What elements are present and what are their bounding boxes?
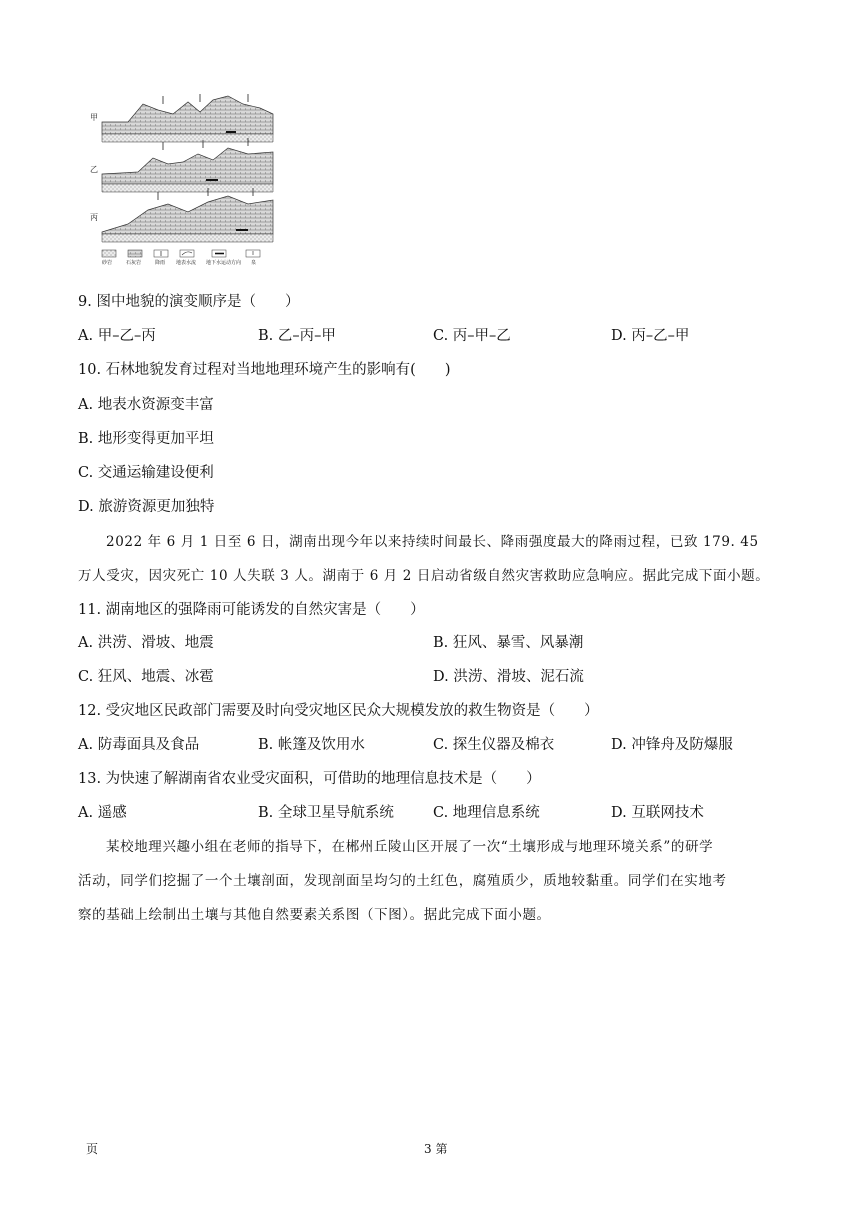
q10-option-a[interactable]: A. 地表水资源变丰富 [78, 397, 214, 413]
row-label-yi: 乙 [90, 165, 98, 174]
q9-stem: 9. 图中地貌的演变顺序是（ ） [78, 294, 300, 310]
q13-stem: 13. 为快速了解湖南省农业受灾面积，可借助的地理信息技术是（ ） [78, 771, 541, 787]
legend-limestone: 石灰岩 [126, 260, 142, 266]
q9-option-a[interactable]: A. 甲–乙–丙 [78, 328, 156, 344]
q13-option-d[interactable]: D. 互联网技术 [611, 805, 704, 821]
karst-evolution-figure [88, 92, 278, 270]
passage2-line1: 某校地理兴趣小组在老师的指导下，在郴州丘陵山区开展了一次“土壤形成与地理环境关系”的研学 [106, 839, 714, 855]
q12-option-b[interactable]: B. 帐篷及饮用水 [258, 737, 365, 753]
q12-option-d[interactable]: D. 冲锋舟及防爆服 [611, 737, 733, 753]
passage1-line1: 2022 年 6 月 1 日至 6 日，湖南出现今年以来持续时间最长、降雨强度最大的降雨过程，已致 179. 45 [106, 534, 759, 550]
footer-left: 页 [86, 1142, 99, 1156]
legend-groundwater: 地下水运动方向 [206, 260, 242, 266]
page-number: 3 第 [424, 1142, 448, 1156]
legend-rain: 降雨 [155, 260, 166, 266]
passage2-line2: 活动，同学们挖掘了一个土壤剖面，发现剖面呈均匀的土红色，腐殖质少，质地较黏重。同学们在实地考 [78, 873, 727, 889]
legend-sandstone: 砂岩 [102, 260, 113, 266]
q9-option-b[interactable]: B. 乙–丙–甲 [258, 328, 336, 344]
row-label-bing: 丙 [90, 213, 98, 222]
q12-option-c[interactable]: C. 探生仪器及棉衣 [433, 737, 555, 753]
q13-option-a[interactable]: A. 遥感 [78, 805, 127, 821]
q10-stem: 10. 石林地貌发育过程对当地地理环境产生的影响有( ) [78, 362, 451, 378]
karst-diagram [88, 92, 278, 270]
q9-option-c[interactable]: C. 丙–甲–乙 [433, 328, 511, 344]
q10-option-b[interactable]: B. 地形变得更加平坦 [78, 431, 214, 447]
q9-option-d[interactable]: D. 丙–乙–甲 [611, 328, 690, 344]
q11-option-b[interactable]: B. 狂风、暴雪、风暴潮 [433, 635, 584, 651]
q13-option-c[interactable]: C. 地理信息系统 [433, 805, 540, 821]
q12-stem: 12. 受灾地区民政部门需要及时向受灾地区民众大规模发放的救生物资是（ ） [78, 703, 599, 719]
q13-option-b[interactable]: B. 全球卫星导航系统 [258, 805, 394, 821]
q11-stem: 11. 湖南地区的强降雨可能诱发的自然灾害是（ ） [78, 602, 425, 618]
q10-option-c[interactable]: C. 交通运输建设便利 [78, 465, 214, 481]
q11-option-c[interactable]: C. 狂风、地震、冰雹 [78, 669, 214, 685]
legend-spring: 泉 [251, 260, 257, 266]
row-label-jia: 甲 [90, 113, 98, 122]
legend-surface-flow: 地表水流 [176, 260, 197, 266]
q11-option-d[interactable]: D. 洪涝、滑坡、泥石流 [433, 669, 584, 685]
passage2-line3: 察的基础上绘制出土壤与其他自然要素关系图（下图）。据此完成下面小题。 [78, 907, 551, 923]
q10-option-d[interactable]: D. 旅游资源更加独特 [78, 499, 215, 515]
q11-option-a[interactable]: A. 洪涝、滑坡、地震 [78, 635, 214, 651]
q12-option-a[interactable]: A. 防毒面具及食品 [78, 737, 200, 753]
passage1-line2: 万人受灾，因灾死亡 10 人失联 3 人。湖南于 6 月 2 日启动省级自然灾害救助应急响应。据此完成下面小题。 [78, 568, 770, 584]
